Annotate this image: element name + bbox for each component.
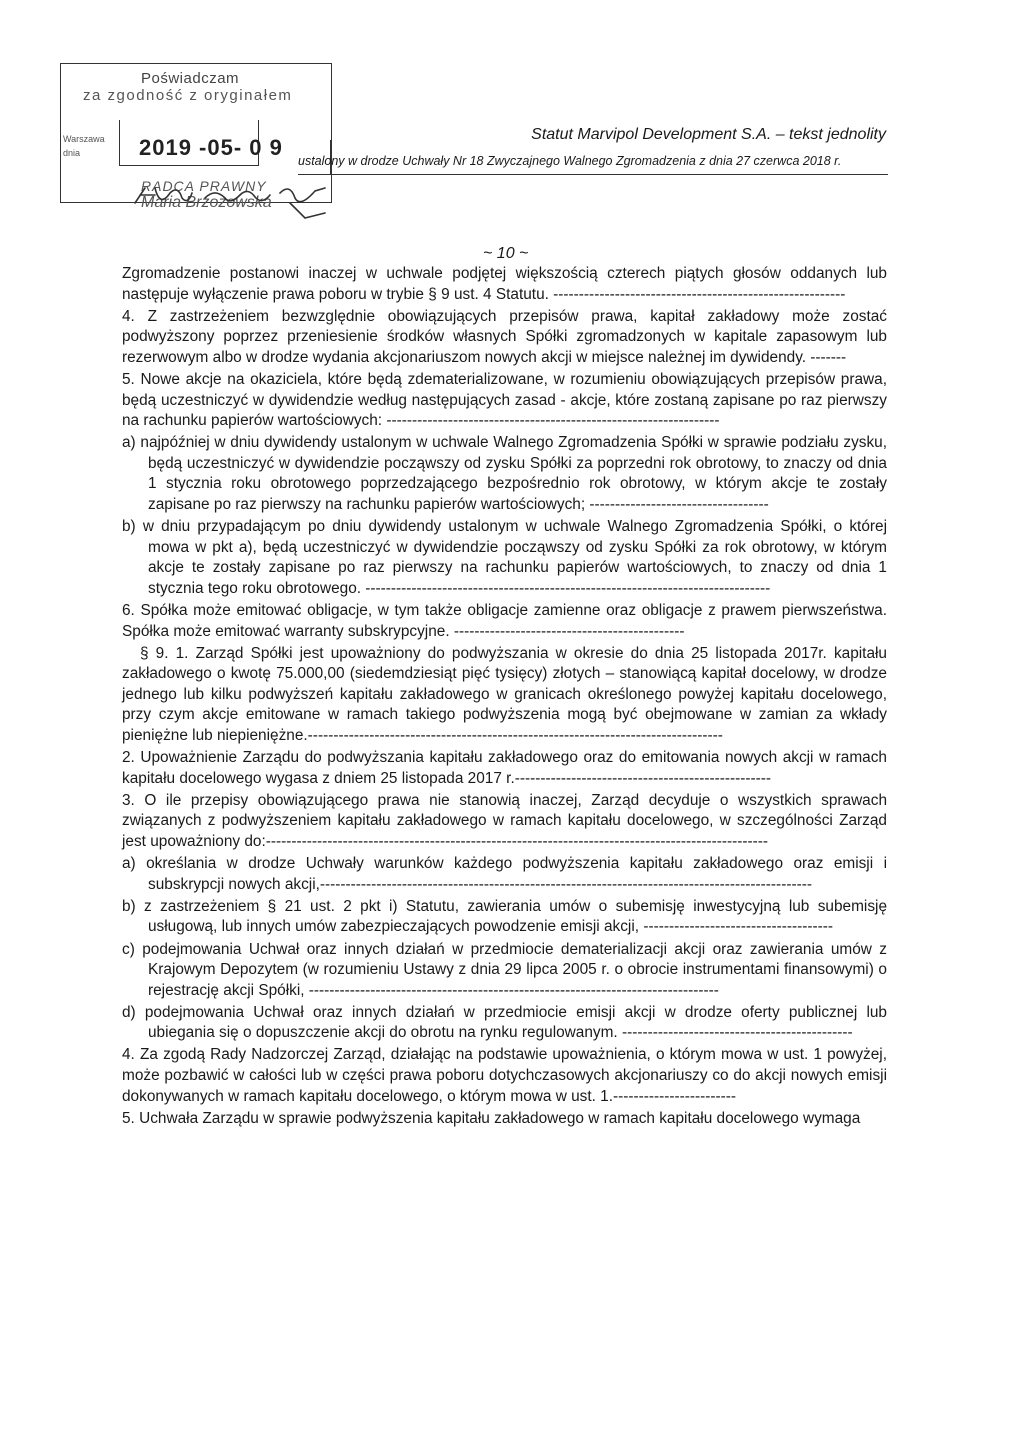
- paragraph-8-5: 5. Nowe akcje na okaziciela, które będą zdematerializowane, w rozumieniu obowiązujących przepisów prawa, będą uczestniczyć w dywidendzie według następujących zasad - akcje, które zostaną zapisane po raz pierwszy na rachunku papierów wartościowych: -----------------------------------------------------------------: [122, 370, 887, 430]
- paragraph-9-1: § 9. 1. Zarząd Spółki jest upoważniony do podwyższania w okresie do dnia 25 listopada 2017r. kapitału zakładowego o kwotę 75.000,00 (siedemdziesiąt pięć tysięcy) złotych – stanowiącą kapitał docelowy, w drodze jednego lub kilku podwyższeń kapitału zakładowego w granicach określonego powyżej kapitału docelowego, przy czym akcje emitowane w ramach takiego podwyższenia mogą być obejmowane w zamian za wkłady pieniężne lub niepieniężne.---------------------------------------------------------------------------------: [122, 644, 887, 745]
- page-number: ~ 10 ~: [483, 245, 529, 262]
- list-item-9-3-d: d) podejmowania Uchwał oraz innych działań w przedmiocie emisji akcji w drodze oferty publicznej lub ubiegania się o dopuszczenie akcji do obrotu na rynku regulowanym. ---------------------------------------------: [122, 1003, 887, 1042]
- stamp-line-1: Poświadczam: [141, 70, 240, 87]
- paragraph-8-4: 4. Z zastrzeżeniem bezwzględnie obowiązujących przepisów prawa, kapitał zakładowy może zostać podwyższony poprzez przeniesienie środków własnych Spółki zgromadzonych w kapitale zapasowym lub rezerwowym albo w drodze wydania akcjonariuszom nowych akcji w miejsce należnej im dywidendy. -------: [122, 307, 887, 366]
- list-item-9-3-b: b) z zastrzeżeniem § 21 ust. 2 pkt i) Statutu, zawierania umów o subemisję inwestycyjną lub subemisję usługową, lub innych umów zabezpieczających powodzenie emisji akcji, -------------------------------------: [122, 897, 887, 936]
- paragraph-9-5: 5. Uchwała Zarządu w sprawie podwyższenia kapitału zakładowego w ramach kapitału docelowego wymaga: [122, 1109, 861, 1127]
- paragraph-9-2: 2. Upoważnienie Zarządu do podwyższania kapitału zakładowego oraz do emitowania nowych akcji w ramach kapitału docelowego wygasa z dniem 25 listopada 2017 r.--------------------------------------------------: [122, 749, 887, 787]
- document-header-subtitle: ustalony w drodze Uchwały Nr 18 Zwyczajnego Walnego Zgromadzenia z dnia 27 czerwca 2018 r.: [298, 154, 842, 168]
- paragraph-continuation: Zgromadzenie postanowi inaczej w uchwale podjętej większością czterech piątych głosów oddanych lub następuje wyłączenie prawa poboru w trybie § 9 ust. 4 Statutu. ---------------------------------------------------------: [122, 265, 887, 303]
- list-item-a: a) najpóźniej w dniu dywidendy ustalonym w uchwale Walnego Zgromadzenia Spółki w sprawie podziału zysku, będą uczestniczyć w dywidendzie począwszy od zysku Spółki za poprzedni rok obrotowy, to znaczy od dnia 1 stycznia roku obrotowego poprzedzającego bezpośrednio rok obrotowy, w którym akcje te zostały zapisane po raz pierwszy na rachunku papierów wartościowych; -----------------------------------: [122, 434, 887, 514]
- handwritten-signature: [130, 183, 330, 233]
- stamp-title: RADCA PRAWNY: [141, 178, 267, 194]
- paragraph-9-3: 3. O ile przepisy obowiązującego prawa nie stanowią inaczej, Zarząd decyduje o wszystkich sprawach związanych z podwyższeniem kapitału zakładowego w ramach kapitału docelowego, w szczególności Zarząd jest upoważniony do:--------------------------------------------------------------------------------------------------: [122, 791, 887, 851]
- document-body: [122, 264, 887, 1131]
- paragraph-9-4: 4. Za zgodą Rady Nadzorczej Zarząd, działając na podstawie upoważnienia, o którym mowa w ust. 1 powyżej, może pozbawić w całości lub w części prawa poboru dotychczasowych akcjonariuszy co do akcji nowych emisji dokonywanych w ramach kapitału docelowego, o którym mowa w ust. 1.------------------------: [122, 1046, 887, 1105]
- stamp-date: 2019 -05- 0 9: [139, 135, 283, 160]
- stamp-name: Maria Brzozowska: [141, 194, 272, 211]
- list-item-9-3-a: a) określania w drodze Uchwały warunków każdego podwyższenia kapitału zakładowego oraz emisji i subskrypcji nowych akcji,------------------------------------------------------------------------------------------------: [122, 855, 887, 893]
- stamp-place: Warszawa dnia: [63, 134, 105, 158]
- header-rule: [298, 174, 888, 175]
- document-header-title: Statut Marvipol Development S.A. – tekst jednolity: [531, 126, 886, 143]
- list-item-9-3-c: c) podejmowania Uchwał oraz innych działań w przedmiocie dematerializacji akcji oraz zawierania umów z Krajowym Depozytem (w rozumieniu Ustawy z dnia 29 lipca 2005 r. o obrocie instrumentami finansowymi) o rejestrację akcji Spółki, --------------------------------------------------------------------------------: [122, 940, 887, 999]
- certification-stamp: [60, 63, 332, 211]
- stamp-line-2: za zgodność z oryginałem: [83, 87, 293, 104]
- list-item-b: b) w dniu przypadającym po dniu dywidendy ustalonym w uchwale Walnego Zgromadzenia Spółki, o której mowa w pkt a), będą uczestniczyć w dywidendzie począwszy od zysku Spółki za rok obrotowy, w którym akcje te zostały zapisane po raz pierwszy na rachunku papierów wartościowych, to znaczy od dnia 1 stycznia tego roku obrotowego. -------------------------------------------------------------------------------: [122, 518, 887, 597]
- paragraph-8-6: 6. Spółka może emitować obligacje, w tym także obligacje zamienne oraz obligacje z prawem pierwszeństwa. Spółka może emitować warranty subskrypcyjne. ---------------------------------------------: [122, 602, 887, 640]
